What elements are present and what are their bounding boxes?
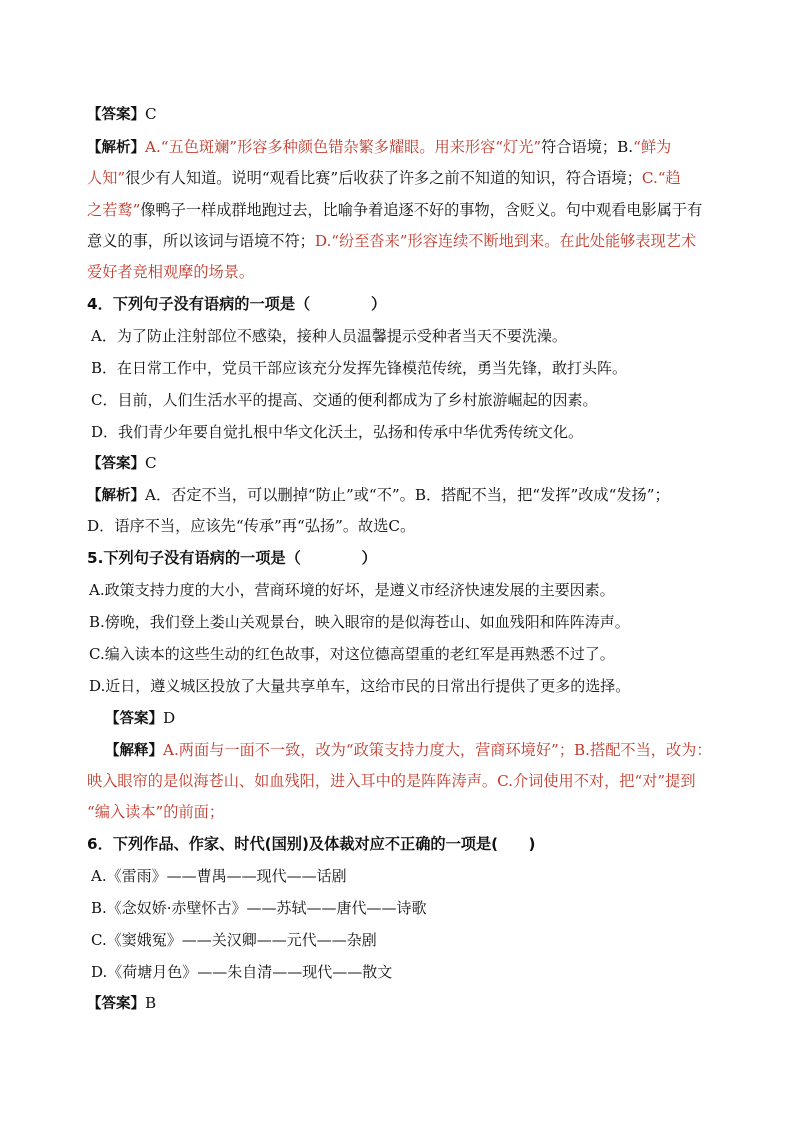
analysis-line: [87, 231, 696, 251]
option-b: B.傍晚，我们登上娄山关观景台，映入眼帘的是似海苍山、如血残阳和阵阵涛声。: [89, 613, 630, 631]
analysis-text: 像鸭子一样成群地跑过去，比喻争着追逐不好的事物，含贬义。句中观看电影属于有: [140, 201, 703, 219]
option-b: B．在日常工作中，党员干部应该充分发挥先锋模范传统，勇当先锋，敢打头阵。: [91, 359, 628, 377]
analysis-label: 【解释】: [105, 743, 163, 759]
analysis-line: [87, 137, 671, 158]
analysis-line: [87, 262, 254, 282]
answer-line-q4: [87, 453, 157, 474]
analysis-text: “编入读本”的前面；: [87, 803, 225, 821]
analysis-text: 很少有人知道。说明“观看比赛”后收获了许多之前不知道的知识，符合语境；: [125, 169, 642, 187]
analysis-text: “鲜为: [633, 138, 672, 156]
option-a: A．为了防止注射部位不感染，接种人员温馨提示受种者当天不要洗澡。: [91, 327, 567, 345]
option-c: C．目前，人们生活水平的提高、交通的便利都成为了乡村旅游崛起的因素。: [91, 391, 598, 409]
analysis-text: 符合语境；B.: [541, 138, 634, 156]
analysis-text: D．语序不当，应该先“传承”再“弘扬”。故选C。: [87, 517, 416, 535]
answer-line-q6: [87, 993, 156, 1014]
analysis-line: [87, 168, 681, 188]
option-c: C.《窦娥冤》——关汉卿——元代——杂剧: [91, 931, 377, 949]
analysis-text: D.“纷至沓来”形容连续不断地到来。在此处能够表现艺术: [314, 232, 697, 250]
analysis-line: [87, 516, 415, 536]
answer-value: D: [163, 709, 176, 727]
analysis-text: A.两面与一面不一致，改为“政策支持力度大，营商环境好”；B.搭配不当，改为：: [163, 741, 712, 759]
analysis-text: 意义的事，所以该词与语境不符；: [87, 232, 315, 250]
analysis-text: C.“趋: [641, 169, 681, 187]
option-d: D.《荷塘月色》——朱自清——现代——散文: [91, 963, 393, 981]
question-title-q5: 5.下列句子没有语病的一项是（ ）: [87, 549, 377, 567]
analysis-line: [87, 771, 696, 791]
analysis-text: 爱好者竞相观摩的场景。: [87, 263, 255, 281]
answer-label: 【答案】: [105, 711, 163, 727]
analysis-label: 【解析】: [87, 140, 145, 156]
analysis-text: A.“五色斑斓”形容多种颜色错杂繁多耀眼。用来形容“灯光”: [145, 138, 542, 156]
analysis-text: 映入眼帘的是似海苍山、如血残阳，进入耳中的是阵阵涛声。C.介词使用不对，把“对”提到: [87, 772, 696, 790]
answer-label: 【答案】: [87, 107, 145, 123]
option-d: D.近日，遵义城区投放了大量共享单车，这给市民的日常出行提供了更多的选择。: [89, 677, 631, 695]
question-title-q6: 6．下列作品、作家、时代(国别)及体裁对应不正确的一项是( ): [87, 835, 536, 853]
analysis-text: 人知”: [87, 169, 126, 187]
analysis-line: [87, 485, 670, 506]
analysis-line: [87, 802, 224, 822]
analysis-text: A．否定不当，可以删掉“防止”或“不”。B．搭配不当，把“发挥”改成“发扬”；: [145, 486, 670, 504]
analysis-label: 【解析】: [87, 488, 145, 504]
answer-label: 【答案】: [87, 996, 145, 1012]
option-a: A.《雷雨》——曹禺——现代——话剧: [91, 867, 347, 885]
option-a: A.政策支持力度的大小，营商环境的好坏，是遵义市经济快速发展的主要因素。: [89, 581, 615, 599]
answer-value: C: [145, 105, 157, 123]
option-d: D．我们青少年要自觉扎根中华文化沃土，弘扬和传承中华优秀传统文化。: [91, 423, 584, 441]
question-title-q4: 4．下列句子没有语病的一项是（ ）: [87, 295, 387, 313]
analysis-line: [87, 200, 702, 220]
answer-value: C: [145, 454, 157, 472]
answer-label: 【答案】: [87, 456, 145, 472]
analysis-text: 之若鹜”: [87, 201, 141, 219]
option-c: C.编入读本的这些生动的红色故事，对这位德高望重的老红军是再熟悉不过了。: [89, 645, 615, 663]
answer-value: B: [145, 994, 157, 1012]
analysis-line: [105, 740, 712, 761]
answer-line-q3: [87, 104, 157, 125]
answer-line-q5: [105, 708, 175, 729]
option-b: B.《念奴娇·赤壁怀古》——苏轼——唐代——诗歌: [91, 899, 427, 917]
